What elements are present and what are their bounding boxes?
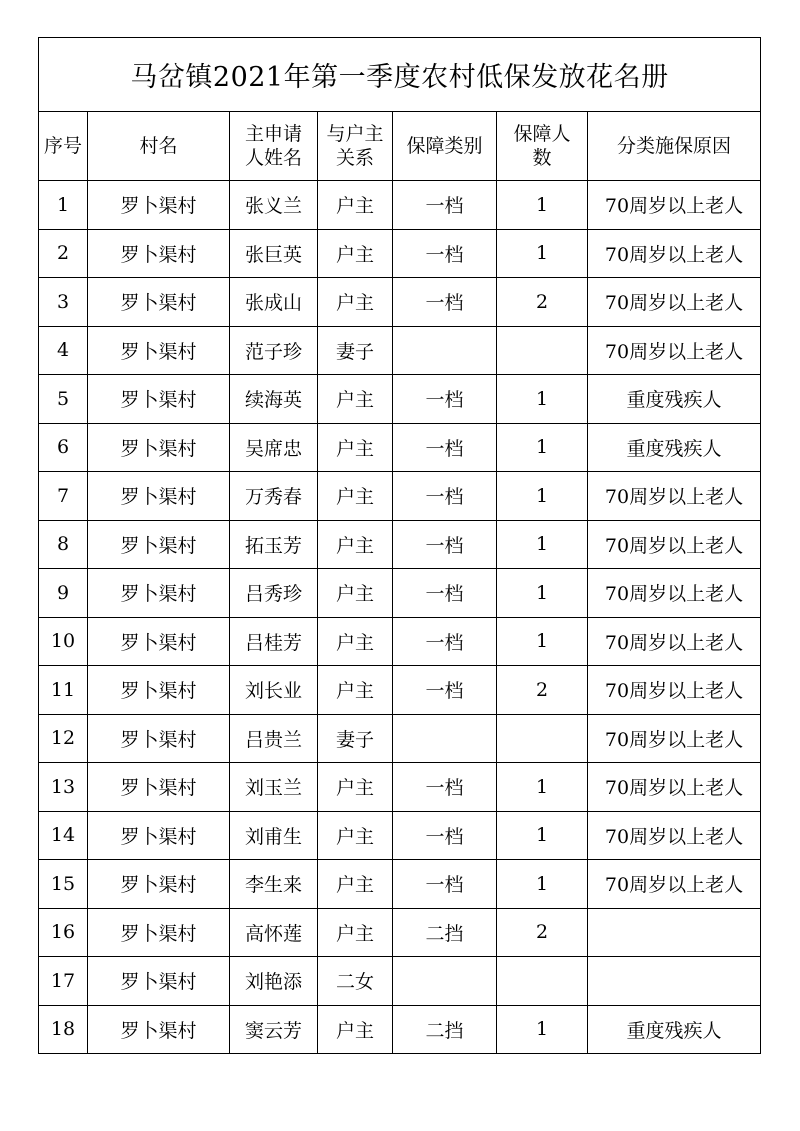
cell-village: 罗卜渠村 (88, 908, 230, 957)
cell-village: 罗卜渠村 (88, 472, 230, 521)
cell-reason: 70周岁以上老人 (588, 278, 761, 327)
cell-village: 罗卜渠村 (88, 763, 230, 812)
cell-count (497, 957, 588, 1006)
cell-reason: 70周岁以上老人 (588, 229, 761, 278)
cell-relation: 户主 (318, 472, 393, 521)
cell-reason: 70周岁以上老人 (588, 811, 761, 860)
cell-count: 1 (497, 423, 588, 472)
cell-seq: 15 (39, 860, 88, 909)
header-count-text: 保障人数 (513, 123, 571, 169)
table-row (39, 181, 761, 230)
cell-category: 一档 (393, 860, 497, 909)
cell-name: 吕秀珍 (230, 569, 318, 618)
cell-relation: 户主 (318, 569, 393, 618)
table-row (39, 666, 761, 715)
cell-reason: 70周岁以上老人 (588, 326, 761, 375)
cell-name: 吕贵兰 (230, 714, 318, 763)
cell-name: 张成山 (230, 278, 318, 327)
header-relation (318, 112, 393, 181)
cell-name: 吕桂芳 (230, 617, 318, 666)
cell-seq: 11 (39, 666, 88, 715)
cell-seq: 18 (39, 1005, 88, 1054)
table-row (39, 617, 761, 666)
cell-relation: 妻子 (318, 326, 393, 375)
cell-category: 一档 (393, 181, 497, 230)
cell-village: 罗卜渠村 (88, 1005, 230, 1054)
cell-seq: 2 (39, 229, 88, 278)
cell-count: 1 (497, 181, 588, 230)
cell-relation: 户主 (318, 423, 393, 472)
table-row (39, 908, 761, 957)
cell-name: 范子珍 (230, 326, 318, 375)
cell-count: 1 (497, 375, 588, 424)
cell-village: 罗卜渠村 (88, 181, 230, 230)
cell-name: 窦云芳 (230, 1005, 318, 1054)
table-row (39, 423, 761, 472)
cell-seq: 16 (39, 908, 88, 957)
cell-category: 一档 (393, 666, 497, 715)
cell-reason: 70周岁以上老人 (588, 666, 761, 715)
cell-seq: 9 (39, 569, 88, 618)
cell-relation: 户主 (318, 860, 393, 909)
table-row (39, 326, 761, 375)
header-village: 村名 (88, 112, 230, 181)
table-row (39, 229, 761, 278)
cell-reason: 70周岁以上老人 (588, 860, 761, 909)
cell-reason (588, 957, 761, 1006)
cell-name: 李生来 (230, 860, 318, 909)
cell-seq: 7 (39, 472, 88, 521)
table-row (39, 375, 761, 424)
cell-count: 1 (497, 229, 588, 278)
cell-seq: 10 (39, 617, 88, 666)
table-row (39, 278, 761, 327)
cell-count (497, 326, 588, 375)
cell-count: 1 (497, 472, 588, 521)
cell-name: 张义兰 (230, 181, 318, 230)
cell-relation: 户主 (318, 375, 393, 424)
cell-reason: 重度残疾人 (588, 375, 761, 424)
cell-reason: 70周岁以上老人 (588, 714, 761, 763)
table-row (39, 714, 761, 763)
cell-reason: 70周岁以上老人 (588, 617, 761, 666)
cell-category (393, 326, 497, 375)
cell-relation: 户主 (318, 181, 393, 230)
cell-reason: 70周岁以上老人 (588, 569, 761, 618)
table-row (39, 569, 761, 618)
cell-name: 刘玉兰 (230, 763, 318, 812)
cell-relation: 户主 (318, 811, 393, 860)
cell-village: 罗卜渠村 (88, 569, 230, 618)
cell-village: 罗卜渠村 (88, 714, 230, 763)
cell-village: 罗卜渠村 (88, 229, 230, 278)
cell-category: 一档 (393, 375, 497, 424)
cell-reason: 重度残疾人 (588, 1005, 761, 1054)
cell-village: 罗卜渠村 (88, 520, 230, 569)
cell-village: 罗卜渠村 (88, 375, 230, 424)
cell-name: 万秀春 (230, 472, 318, 521)
cell-reason: 70周岁以上老人 (588, 520, 761, 569)
cell-count: 1 (497, 520, 588, 569)
cell-village: 罗卜渠村 (88, 811, 230, 860)
cell-reason: 70周岁以上老人 (588, 472, 761, 521)
cell-village: 罗卜渠村 (88, 666, 230, 715)
cell-seq: 5 (39, 375, 88, 424)
cell-seq: 6 (39, 423, 88, 472)
cell-village: 罗卜渠村 (88, 278, 230, 327)
cell-category: 一档 (393, 423, 497, 472)
cell-relation: 户主 (318, 229, 393, 278)
cell-seq: 14 (39, 811, 88, 860)
cell-category: 一档 (393, 229, 497, 278)
cell-name: 刘甫生 (230, 811, 318, 860)
cell-relation: 户主 (318, 908, 393, 957)
roster-table (38, 37, 761, 1054)
cell-relation: 户主 (318, 763, 393, 812)
cell-category: 一档 (393, 763, 497, 812)
cell-reason: 重度残疾人 (588, 423, 761, 472)
cell-category (393, 957, 497, 1006)
cell-count: 1 (497, 569, 588, 618)
cell-seq: 4 (39, 326, 88, 375)
cell-name: 刘长业 (230, 666, 318, 715)
cell-count: 1 (497, 763, 588, 812)
cell-village: 罗卜渠村 (88, 860, 230, 909)
cell-name: 吴席忠 (230, 423, 318, 472)
header-applicant (230, 112, 318, 181)
cell-reason (588, 908, 761, 957)
cell-relation: 妻子 (318, 714, 393, 763)
header-applicant-text: 主申请人姓名 (244, 123, 302, 169)
table-row (39, 763, 761, 812)
cell-count: 1 (497, 811, 588, 860)
table-row (39, 860, 761, 909)
table-row (39, 811, 761, 860)
cell-count: 1 (497, 1005, 588, 1054)
cell-seq: 8 (39, 520, 88, 569)
cell-category: 二挡 (393, 1005, 497, 1054)
cell-name: 高怀莲 (230, 908, 318, 957)
header-category: 保障类别 (393, 112, 497, 181)
cell-reason: 70周岁以上老人 (588, 763, 761, 812)
cell-relation: 户主 (318, 617, 393, 666)
header-seq: 序号 (39, 112, 88, 181)
cell-category (393, 714, 497, 763)
header-reason: 分类施保原因 (588, 112, 761, 181)
cell-seq: 1 (39, 181, 88, 230)
cell-reason: 70周岁以上老人 (588, 181, 761, 230)
cell-village: 罗卜渠村 (88, 617, 230, 666)
cell-village: 罗卜渠村 (88, 326, 230, 375)
cell-category: 一档 (393, 472, 497, 521)
document-title: 马岔镇2021年第一季度农村低保发放花名册 (39, 38, 761, 112)
cell-village: 罗卜渠村 (88, 423, 230, 472)
cell-count: 2 (497, 278, 588, 327)
cell-village: 罗卜渠村 (88, 957, 230, 1006)
header-count (497, 112, 588, 181)
cell-relation: 户主 (318, 666, 393, 715)
cell-name: 张巨英 (230, 229, 318, 278)
cell-count: 1 (497, 617, 588, 666)
cell-name: 拓玉芳 (230, 520, 318, 569)
cell-count: 2 (497, 666, 588, 715)
cell-relation: 二女 (318, 957, 393, 1006)
cell-category: 二挡 (393, 908, 497, 957)
cell-name: 续海英 (230, 375, 318, 424)
cell-count (497, 714, 588, 763)
cell-seq: 17 (39, 957, 88, 1006)
cell-relation: 户主 (318, 1005, 393, 1054)
cell-seq: 3 (39, 278, 88, 327)
cell-category: 一档 (393, 811, 497, 860)
cell-count: 1 (497, 860, 588, 909)
cell-seq: 13 (39, 763, 88, 812)
cell-category: 一档 (393, 278, 497, 327)
cell-count: 2 (497, 908, 588, 957)
cell-category: 一档 (393, 569, 497, 618)
table-row (39, 520, 761, 569)
table-row (39, 472, 761, 521)
cell-seq: 12 (39, 714, 88, 763)
cell-name: 刘艳添 (230, 957, 318, 1006)
table-row (39, 1005, 761, 1054)
cell-relation: 户主 (318, 278, 393, 327)
cell-category: 一档 (393, 520, 497, 569)
header-relation-text: 与户主关系 (326, 123, 384, 169)
cell-relation: 户主 (318, 520, 393, 569)
table-row (39, 957, 761, 1006)
cell-category: 一档 (393, 617, 497, 666)
table-body (39, 181, 761, 1054)
